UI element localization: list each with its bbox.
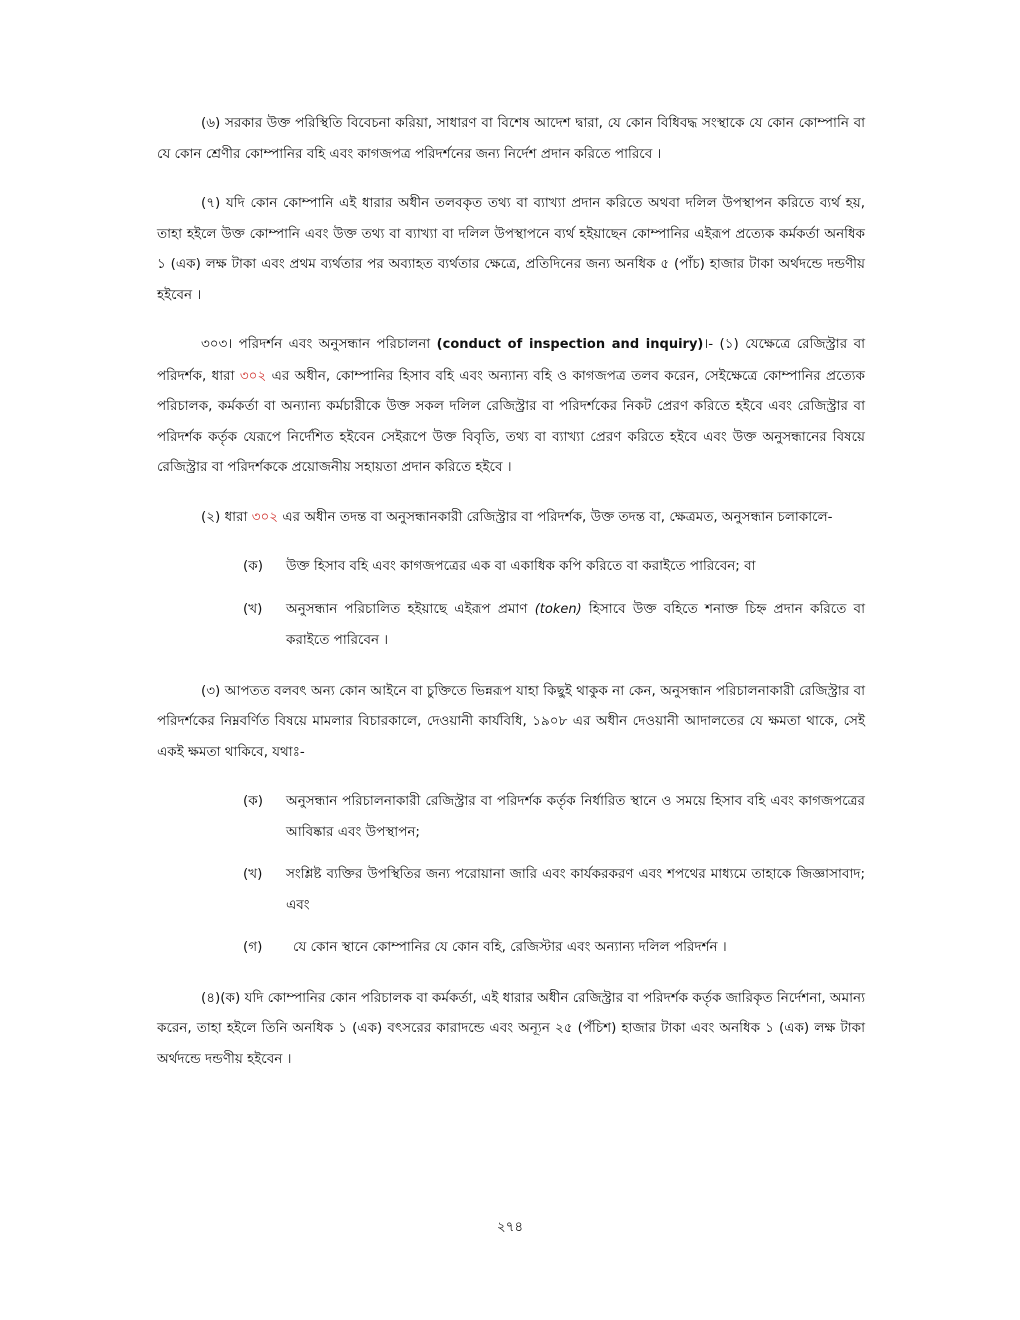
list-item-text: অনুসন্ধান পরিচালনাকারী রেজিস্ট্রার বা পরিদর্শক কর্তৃক নির্ধারিত স্থানে ও সময়ে হিসাব বহি এবং কাগজপত্রের আবিষ্কার এবং উপস্থাপন; — [286, 793, 865, 840]
list-item-label: (খ) — [243, 866, 263, 882]
list-item-label: (খ) — [243, 600, 263, 617]
list-item-label: (ক) — [243, 558, 263, 574]
list-item-label: (গ) — [243, 939, 263, 955]
section-303-text-start: ।- (১) যেক্ষেত্রে রেজিস্ট্রার বা পরিদর্শক, ধারা — [157, 336, 866, 384]
list-item — [243, 551, 865, 582]
list-item-text: সংশ্লিষ্ট ব্যক্তির উপস্থিতির জন্য পরোয়ানা জারি এবং কার্যকরকরণ এবং শপথের মাধ্যমে তাহাকে জিজ্ঞাসাবাদ; এবং — [286, 866, 865, 913]
section-302-reference-link-2[interactable]: ৩০২ — [251, 508, 279, 525]
paragraph-2-start: (২) ধারা — [201, 508, 248, 525]
token-term: (token) — [534, 601, 582, 617]
paragraph-7: (৭) যদি কোন কোম্পানি এই ধারার অধীন তলবকৃত তথ্য বা ব্যাখ্যা প্রদান করিতে অথবা দলিল উপস্থাপন করিতে ব্যর্থ হয়, তাহা হইলে উক্ত কোম্পানি এবং উক্ত তথ্য বা ব্যাখ্যা বা দলিল উপস্থাপনে ব্যর্থ হইয়াছেন কোম্পানির এইরূপ প্রত্যেক কর্মকর্তা অনধিক ১ (এক) লক্ষ টাকা এবং প্রথম ব্যর্থতার পর অব্যাহত ব্যর্থতার ক্ষেত্রে, প্রতিদিনের জন্য অনধিক ৫ (পাঁচ) হাজার টাকা অর্থদন্ডে দন্ডণীয় হইবেন । — [157, 195, 865, 303]
list-item-text: উক্ত হিসাব বহি এবং কাগজপত্রের এক বা একাধিক কপি করিতে বা করাইতে পারিবেন; বা — [286, 558, 756, 574]
page-content — [157, 108, 865, 1093]
list-item-text — [286, 594, 865, 656]
list-item — [243, 786, 865, 847]
list-item-text-after: হিসাবে উক্ত বহিতে শনাক্ত চিহ্ন প্রদান করিতে বা করাইতে পারিবেন । — [286, 600, 865, 648]
list-item — [243, 932, 865, 963]
section-303-heading: ৩০৩। পরিদর্শন এবং অনুসন্ধান পরিচালনা — [201, 336, 431, 352]
paragraph-6: (৬) সরকার উক্ত পরিস্থিতি বিবেচনা করিয়া, সাধারণ বা বিশেষ আদেশ দ্বারা, যে কোন বিধিবদ্ধ সংস্থাকে যে কোন কোম্পানি বা যে কোন শ্রেণীর কোম্পানির বহি এবং কাগজপত্র পরিদর্শনের জন্য নির্দেশ প্রদান করিতে পারিবে । — [157, 115, 865, 162]
list-item — [243, 859, 865, 920]
paragraph-3: (৩) আপতত বলবৎ অন্য কোন আইনে বা চুক্তিতে ভিন্নরূপ যাহা কিছুই থাকুক না কেন, অনুসন্ধান পরিচালনাকারী রেজিস্ট্রার বা পরিদর্শকের নিম্নবর্ণিত বিষয়ে মামলার বিচারকালে, দেওয়ানী কার্যবিধি, ১৯০৮ এর অধীন দেওয়ানী আদালতের যে ক্ষমতা থাকে, সেই একই ক্ষমতা থাকিবে, যথাঃ- — [157, 682, 865, 760]
list-item — [243, 594, 865, 656]
paragraph-2-rest: এর অধীন তদন্ত বা অনুসন্ধানকারী রেজিস্ট্রার বা পরিদর্শক, উক্ত তদন্ত বা, ক্ষেত্রমত, অনুসন্ধান চলাকালে- — [282, 508, 833, 525]
section-302-reference-link[interactable]: ৩০২ — [239, 367, 267, 384]
paragraph-2 — [157, 502, 865, 533]
section-303-paragraph — [157, 329, 865, 483]
page-number: ২৭৪ — [496, 1219, 524, 1235]
section-303-text-rest: এর অধীন, কোম্পানির হিসাব বহি এবং অন্যান্য বহি ও কাগজপত্র তলব করেন, সেইক্ষেত্রে কোম্পানির প্রত্যেক পরিচালক, কর্মকর্তা বা অন্যান্য কর্মচারীকে উক্ত সকল দলিল রেজিস্ট্রার বা পরিদর্শকের নিকট প্রেরণ করিতে হইবে এবং রেজিস্ট্রার বা পরিদর্শক কর্তৃক যেরূপে নির্দেশিত হইবেন সেইরূপে উক্ত বিবৃতি, তথ্য বা ব্যাখ্যা প্রেরণ করিতে হইবে এবং উক্ত অনুসন্ধানের বিষয়ে রেজিস্ট্রার বা পরিদর্শককে প্রয়োজনীয় সহায়তা প্রদান করিতে হইবে । — [157, 367, 866, 475]
paragraph-4: (৪)(ক) যদি কোম্পানির কোন পরিচালক বা কর্মকর্তা, এই ধারার অধীন রেজিস্ট্রার বা পরিদর্শক কর্তৃক জারিকৃত নির্দেশনা, অমান্য করেন, তাহা হইলে তিনি অনধিক ১ (এক) বৎসরের কারাদন্ডে এবং অন্যূন ২৫ (পঁচিশ) হাজার টাকা এবং অনধিক ১ (এক) লক্ষ টাকা অর্থদন্ডে দন্ডণীয় হইবেন । — [157, 989, 865, 1067]
list-item-text: যে কোন স্থানে কোম্পানির যে কোন বহি, রেজিস্টার এবং অন্যান্য দলিল পরিদর্শন । — [293, 939, 727, 955]
list-item-text-before: অনুসন্ধান পরিচালিত হইয়াছে এইরূপ প্রমাণ — [286, 600, 528, 617]
section-303-english-title: (conduct of inspection and inquiry) — [436, 337, 704, 352]
list-item-label: (ক) — [243, 793, 263, 809]
